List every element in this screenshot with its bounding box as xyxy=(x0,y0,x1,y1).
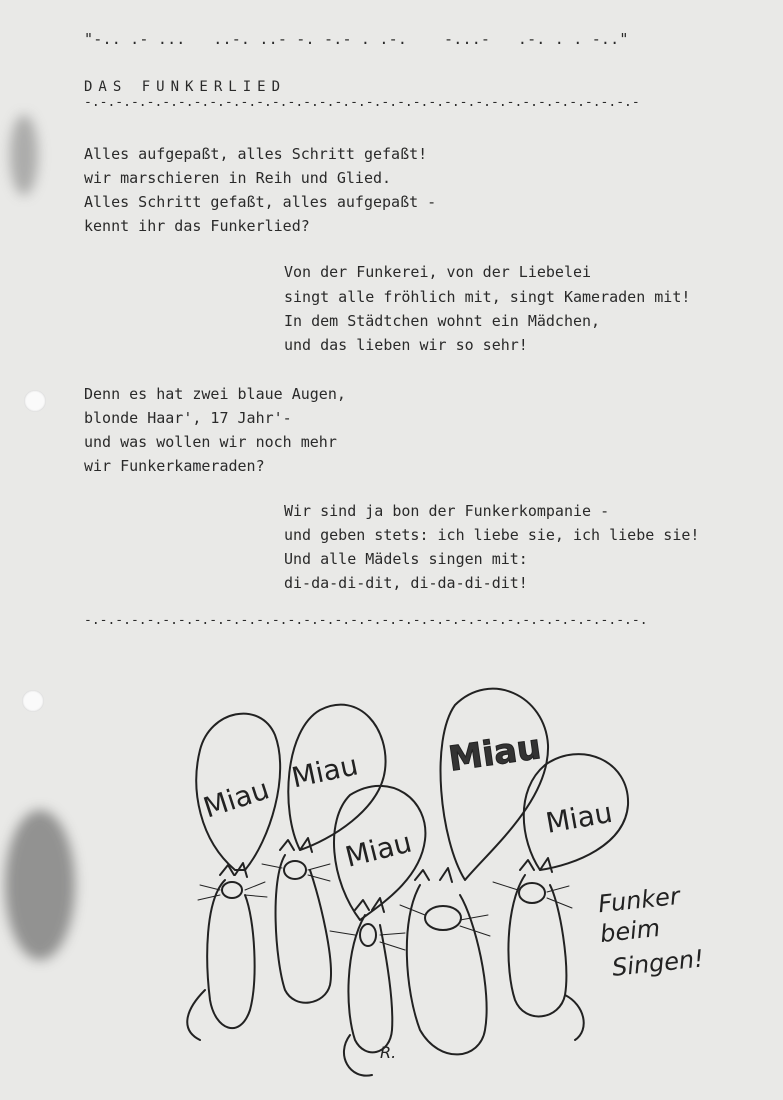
stanza-4-line-1: Wir sind ja bon der Funkerkompanie - xyxy=(284,502,610,520)
stanza-2-line-2: singt alle fröhlich mit, singt Kameraden mit! xyxy=(284,288,691,306)
stain-left-top xyxy=(10,115,38,195)
cat-3-mouth xyxy=(360,924,376,946)
cat-3 xyxy=(344,898,392,1076)
speech-bubble-2 xyxy=(288,705,385,850)
punch-hole-bottom xyxy=(22,690,44,712)
caption-line-2: beim xyxy=(598,913,662,949)
stanza-3-line-3: und was wollen wir noch mehr xyxy=(84,433,337,451)
bubble-text-5: Miau xyxy=(543,795,615,840)
separator-bottom: -.-.-.-.-.-.-.-.-.-.-.-.-.-.-.-.-.-.-.-.-.-.-.-.-.-.-.-.-.-.-.-.-.-.-.-. xyxy=(84,613,648,628)
stanza-2-line-1: Von der Funkerei, von der Liebelei xyxy=(284,263,592,281)
stanza-3-line-1: Denn es hat zwei blaue Augen, xyxy=(84,385,346,403)
caption-line-3: Singen! xyxy=(610,944,706,982)
punch-hole-top xyxy=(24,390,46,412)
bubble-text-1: Miau xyxy=(199,772,274,825)
stanza-4-line-3: Und alle Mädels singen mit: xyxy=(284,550,528,568)
cat-5-mouth xyxy=(519,883,545,903)
stanza-1-line-3: Alles Schritt gefaßt, alles aufgepaßt - xyxy=(84,193,437,211)
header-morse-code: "-.. .- ... ..-. ..- -. -.- . .-. -...- .-. . . -.." xyxy=(84,30,629,48)
cat-1 xyxy=(187,863,254,1040)
caption-line-1: Funker xyxy=(596,881,682,919)
artist-signature: R. xyxy=(380,1043,397,1062)
speech-bubble-3 xyxy=(334,786,425,920)
cat-5 xyxy=(508,858,583,1040)
cat-2 xyxy=(276,838,331,1003)
speech-bubble-1 xyxy=(196,714,280,870)
stanza-2-line-3: In dem Städtchen wohnt ein Mädchen, xyxy=(284,312,601,330)
bubble-text-3: Miau xyxy=(342,825,415,874)
cat-2-mouth xyxy=(284,861,306,879)
speech-bubble-4 xyxy=(441,689,549,880)
stanza-1-line-2: wir marschieren in Reih und Glied. xyxy=(84,169,392,187)
bubble-text-4: Miau xyxy=(446,727,544,780)
cat-4 xyxy=(407,868,487,1054)
cat-1-mouth xyxy=(222,882,242,898)
stain-left-bottom xyxy=(5,810,75,960)
whiskers xyxy=(198,864,572,950)
song-title: DAS FUNKERLIED xyxy=(84,79,287,95)
stanza-3-line-2: blonde Haar', 17 Jahr'- xyxy=(84,409,292,427)
bubble-text-2: Miau xyxy=(288,748,361,795)
cat-4-mouth xyxy=(425,906,461,930)
stanza-2-line-4: und das lieben wir so sehr! xyxy=(284,336,528,354)
stanza-1-line-1: Alles aufgepaßt, alles Schritt gefaßt! xyxy=(84,145,428,163)
stanza-3-line-4: wir Funkerkameraden? xyxy=(84,457,265,475)
stanza-4-line-4: di-da-di-dit, di-da-di-dit! xyxy=(284,574,528,592)
speech-bubble-5 xyxy=(524,754,628,870)
stanza-4-line-2: und geben stets: ich liebe sie, ich liebe sie! xyxy=(284,526,700,544)
separator-top: -.-.-.-.-.-.-.-.-.-.-.-.-.-.-.-.-.-.-.-.-.-.-.-.-.-.-.-.-.-.-.-.-.-.-.- xyxy=(84,95,640,110)
stanza-1-line-4: kennt ihr das Funkerlied? xyxy=(84,217,310,235)
